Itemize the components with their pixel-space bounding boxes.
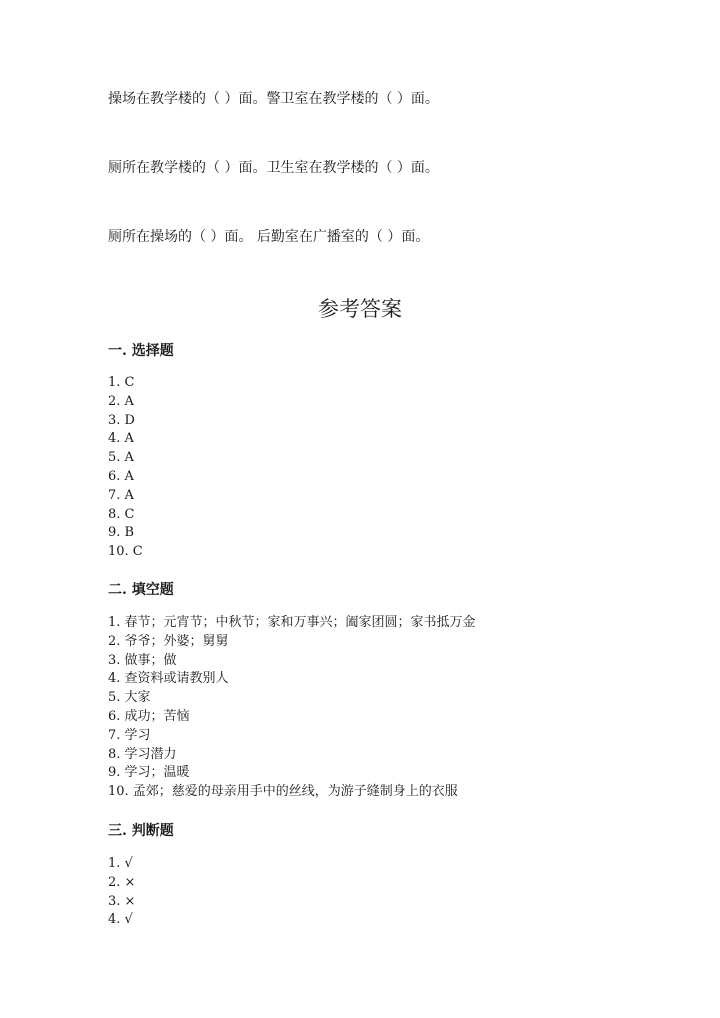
section-heading-judge: 三. 判断题 [108, 823, 174, 839]
list-item: 7. A [108, 487, 134, 503]
list-item: 7. 学习 [108, 727, 151, 743]
judge-answer-list [108, 855, 135, 930]
list-item: 4. 查资料或请教别人 [108, 671, 229, 687]
list-item: 10. 孟郊；慈爱的母亲用手中的丝线，为游子缝制身上的衣服 [108, 784, 458, 800]
list-item: 6. 成功；苦恼 [108, 708, 190, 724]
list-item: 6. A [108, 468, 134, 484]
list-item: 10. C [108, 544, 143, 560]
list-item: 8. C [108, 506, 135, 522]
list-item: 4. A [108, 431, 134, 447]
choice-answer-list [108, 374, 143, 562]
question-line-2: 厕所在教学楼的（ ）面。卫生室在教学楼的（ ）面。 [108, 160, 439, 176]
section-heading-choice: 一. 选择题 [108, 343, 174, 359]
list-item: 3. × [108, 893, 136, 909]
list-item: 9. B [108, 525, 135, 541]
list-item: 5. A [108, 450, 134, 466]
list-item: 1. √ [108, 856, 133, 871]
list-item: 3. 做事；做 [108, 652, 177, 668]
list-item: 2. 爷爷；外婆；舅舅 [108, 633, 229, 649]
list-item: 1. C [108, 375, 135, 390]
fill-answer-list [108, 614, 476, 802]
list-item: 3. D [108, 412, 135, 428]
list-item: 8. 学习潜力 [108, 746, 177, 762]
question-line-3: 厕所在操场的（ ）面。 后勤室在广播室的（ ）面。 [108, 229, 430, 245]
list-item: 1. 春节；元宵节；中秋节；家和万事兴；阖家团圆；家书抵万金 [108, 615, 476, 630]
section-heading-fill: 二. 填空题 [108, 582, 174, 598]
answers-title: 参考答案 [318, 297, 402, 321]
list-item: 2. × [108, 874, 136, 890]
list-item: 4. √ [108, 912, 133, 928]
question-line-1: 操场在教学楼的（ ）面。警卫室在教学楼的（ ）面。 [108, 91, 439, 107]
list-item: 5. 大家 [108, 690, 151, 706]
list-item: 2. A [108, 393, 134, 409]
list-item: 9. 学习；温暖 [108, 765, 190, 781]
